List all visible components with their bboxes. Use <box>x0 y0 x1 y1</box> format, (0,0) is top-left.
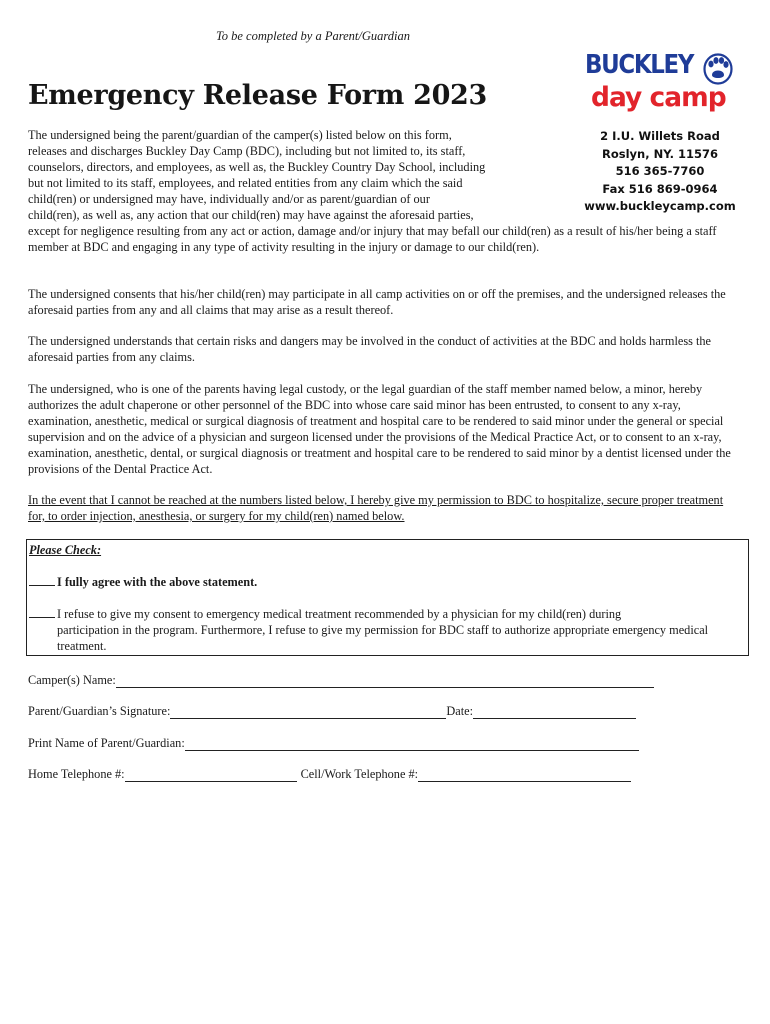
date-input[interactable] <box>473 707 636 719</box>
refuse-option[interactable] <box>29 606 709 654</box>
release-paragraph-line: The undersigned being the parent/guardian of the camper(s) listed below on this form, <box>28 128 452 142</box>
consent-check-box <box>26 539 749 656</box>
release-paragraph-rest: except for negligence resulting from any act or action, damage and/or injury that may befall our child(ren) as a result of his/her being a staff member at BDC and engaging in any type of activity resulting in the injury or damage to our child(ren). <box>28 224 717 254</box>
camper-name-field <box>28 672 654 688</box>
release-paragraph-line: releases and discharges Buckley Day Camp (BDC), including but not limited to, its staff, <box>28 144 466 158</box>
camp-logo <box>585 50 735 120</box>
fax-number: Fax 516 869-0964 <box>602 181 718 196</box>
page-title: Emergency Release Form 2023 <box>28 80 488 111</box>
release-paragraph-line: but not limited to its staff, employees, and related entities from any claim which the said <box>28 176 463 190</box>
medical-authorization-paragraph: The undersigned, who is one of the parents having legal custody, or the legal guardian of the staff member named below, a minor, hereby authorizes the adult chaperone or other personnel of the BDC into whose care said minor has been entrusted, to consent to any x-ray, examination, anesthetic, medical or surgical diagnosis of treatment and hospital care to be rendered to said minor under the general or special supervision and on the advice of a physician and surgeon licensed under the provisions of the Medical Practice Act, or to consent to an x-ray, examination, anesthetic, dental, or surgical diagnosis or treatment and hospital care to be rendered to said minor by a dentist licensed under the provisions of the Dental Practice Act. <box>28 382 731 476</box>
agree-option-label: I fully agree with the above statement. <box>57 575 258 589</box>
home-phone-input[interactable] <box>125 770 297 782</box>
risk-paragraph: The undersigned understands that certain risks and dangers may be involved in the conduct of activities at the BDC and holds harmless the aforesaid parties from any claims. <box>28 334 711 364</box>
cell-phone-input[interactable] <box>418 770 631 782</box>
check-heading: Please Check: <box>29 543 102 557</box>
refuse-option-label-rest: participation in the program. Furthermore, I refuse to give my permission for BDC staff to authorize appropriate emergency medical treatment. <box>57 623 709 653</box>
website-link[interactable]: www.buckleycamp.com <box>584 199 736 213</box>
camper-name-label: Camper(s) Name: <box>28 673 116 687</box>
logo-day-camp-text: day camp <box>591 82 726 113</box>
camper-name-input[interactable] <box>116 676 654 688</box>
telephone-field <box>28 766 631 782</box>
agree-checkbox-blank[interactable] <box>29 576 55 586</box>
signature-input[interactable] <box>170 707 446 719</box>
print-name-label: Print Name of Parent/Guardian: <box>28 736 185 750</box>
print-name-field <box>28 735 639 751</box>
print-name-input[interactable] <box>185 739 639 751</box>
refuse-option-label-line1: I refuse to give my consent to emergency medical treatment recommended by a physician for my child(ren) during <box>57 607 622 621</box>
signature-field <box>28 703 636 719</box>
refuse-checkbox-blank[interactable] <box>29 608 55 618</box>
phone-number: 516 365-7760 <box>615 164 705 178</box>
consent-paragraph: The undersigned consents that his/her child(ren) may participate in all camp activities on or off the premises, and the undersigned releases the aforesaid parties from any and all claims that may arise as a result thereof. <box>28 287 726 317</box>
date-label: Date: <box>446 704 474 718</box>
hospitalization-permission-paragraph: In the event that I cannot be reached at the numbers listed below, I hereby give my permission to BDC to hospitalize, secure proper treatment for, to order injection, anesthesia, or surgery for my child(ren) named below. <box>28 493 724 523</box>
home-phone-label: Home Telephone #: <box>28 767 125 781</box>
release-paragraph-line: child(ren), as well as, any action that our child(ren) may have against the aforesaid parties, <box>28 208 474 222</box>
cell-phone-label: Cell/Work Telephone #: <box>300 767 419 781</box>
release-paragraph-line: child(ren) or undersigned may have, individually and/or as parent/guardian of our <box>28 192 430 206</box>
release-paragraph <box>28 127 743 255</box>
address-line-2: Roslyn, NY. 11576 <box>601 146 719 161</box>
release-paragraph-line: counselors, directors, and employees, as well as, the Buckley Country Day School, including <box>28 160 486 174</box>
address-line-1: 2 I.U. Willets Road <box>600 129 720 143</box>
logo-buckley-text: BUCKLEY <box>585 50 694 80</box>
signature-label: Parent/Guardian’s Signature: <box>28 704 171 718</box>
paw-print-icon <box>703 53 733 85</box>
agree-option[interactable] <box>29 575 257 590</box>
form-instruction: To be completed by a Parent/Guardian <box>215 29 411 43</box>
